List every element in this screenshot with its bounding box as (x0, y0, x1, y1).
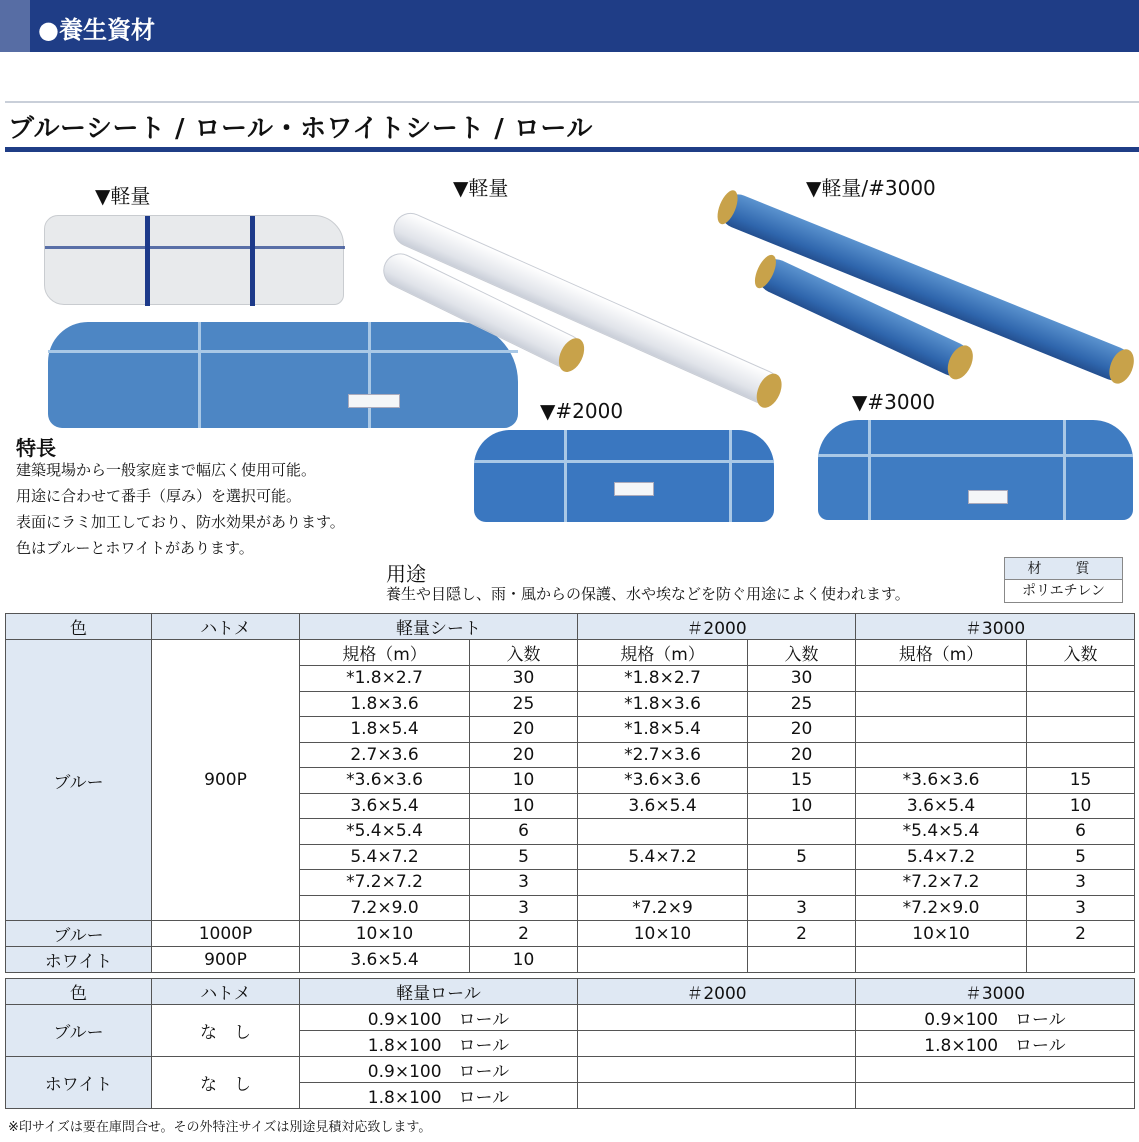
cell (1027, 666, 1135, 692)
cell: 1.8×100 ロール (300, 1083, 578, 1109)
table-row (6, 1057, 1135, 1083)
page-title: ブルーシート / ロール・ホワイトシート / ロール (8, 114, 593, 144)
cell (578, 947, 748, 973)
cell: 6 (1027, 819, 1135, 845)
cell (578, 870, 748, 896)
cell: 25 (748, 691, 856, 717)
cell: *5.4×5.4 (300, 819, 470, 845)
cell: 1.8×100 ロール (300, 1031, 578, 1057)
cell (856, 1057, 1135, 1083)
caption-blue-2000: ▼#2000 (540, 399, 624, 423)
cell (856, 666, 1027, 692)
cell: 5.4×7.2 (300, 844, 470, 870)
subheader-size: 規格（m） (578, 640, 748, 666)
feature-line: 表面にラミ加工しており、防水効果があります。 (16, 513, 345, 531)
cell: 2 (1027, 921, 1135, 947)
cell (748, 870, 856, 896)
cell: 0.9×100 ロール (300, 1005, 578, 1031)
cell: *1.8×2.7 (578, 666, 748, 692)
cell (578, 1057, 856, 1083)
cell: 1.8×3.6 (300, 691, 470, 717)
material-value: ポリエチレン (1021, 583, 1106, 599)
cell: 10 (748, 793, 856, 819)
feature-line: 用途に合わせて番手（厚み）を選択可能。 (16, 487, 302, 505)
cell-grommet-900p: 900P (152, 640, 300, 921)
footnote: ※印サイズは要在庫問合せ。その外特注サイズは別途見積対応致します。 (8, 1120, 432, 1135)
cell (748, 947, 856, 973)
cell-color: ホワイト (6, 1057, 152, 1109)
cell: 5.4×7.2 (578, 844, 748, 870)
cell (578, 1031, 856, 1057)
cell (856, 947, 1027, 973)
usage-title: 用途 (386, 562, 426, 586)
table-row (6, 947, 1135, 973)
cell: 1.8×5.4 (300, 717, 470, 743)
col-header-2000: ＃2000 (578, 979, 856, 1005)
cell: *3.6×3.6 (578, 768, 748, 794)
subheader-qty: 入数 (748, 640, 856, 666)
cell: *1.8×3.6 (578, 691, 748, 717)
cell: 3.6×5.4 (578, 793, 748, 819)
roll-spec-table (5, 978, 1135, 1109)
section-banner (0, 0, 1139, 52)
cell (578, 819, 748, 845)
white-sheet-bundle-image (44, 215, 344, 305)
usage-text: 養生や目隠し、雨・風からの保護、水や埃などを防ぐ用途によく使われます。 (386, 585, 910, 603)
cell: 1.8×100 ロール (856, 1031, 1135, 1057)
table-row (6, 1005, 1135, 1031)
cell: 10 (470, 793, 578, 819)
cell: *1.8×5.4 (578, 717, 748, 743)
cell: 3.6×5.4 (856, 793, 1027, 819)
banner-title: ●養生資材 (38, 16, 155, 44)
col-header-light: 軽量シート (300, 614, 578, 640)
subheader-size: 規格（m） (300, 640, 470, 666)
cell: *5.4×5.4 (856, 819, 1027, 845)
cell: 5.4×7.2 (856, 844, 1027, 870)
cell-color-blue: ブルー (6, 640, 152, 921)
material-box (1004, 557, 1123, 603)
cell: 10×10 (856, 921, 1027, 947)
col-header-light-roll: 軽量ロール (300, 979, 578, 1005)
cell: 30 (748, 666, 856, 692)
material-label: 材 質 (1005, 558, 1122, 580)
cell: 25 (470, 691, 578, 717)
cell: 5 (470, 844, 578, 870)
cell: 3 (470, 895, 578, 921)
cell: 2.7×3.6 (300, 742, 470, 768)
cell (1027, 742, 1135, 768)
caption-blue-roll: ▼軽量/#3000 (806, 176, 936, 200)
cell (578, 1083, 856, 1109)
cell: *2.7×3.6 (578, 742, 748, 768)
cell (856, 1083, 1135, 1109)
cell: 3 (470, 870, 578, 896)
col-header-3000: ＃3000 (856, 979, 1135, 1005)
cell: 3.6×5.4 (300, 947, 470, 973)
feature-line: 建築現場から一般家庭まで幅広く使用可能。 (16, 461, 317, 479)
cell: *7.2×7.2 (856, 870, 1027, 896)
table-subheader-row (6, 640, 1135, 666)
cell: 5 (1027, 844, 1135, 870)
table-row (6, 921, 1135, 947)
cell: 1000P (152, 921, 300, 947)
col-header-3000: ＃3000 (856, 614, 1135, 640)
cell (1027, 947, 1135, 973)
cell: 3 (748, 895, 856, 921)
cell: 3 (1027, 870, 1135, 896)
cell: 10 (1027, 793, 1135, 819)
divider-top (5, 101, 1139, 103)
table-header-row (6, 614, 1135, 640)
cell: 10 (470, 947, 578, 973)
blue-sheet-bundle-image (48, 322, 518, 428)
col-header-2000: ＃2000 (578, 614, 856, 640)
cell: 20 (748, 717, 856, 743)
cell (856, 691, 1027, 717)
cell (1027, 691, 1135, 717)
cell: 10×10 (300, 921, 470, 947)
subheader-qty: 入数 (470, 640, 578, 666)
caption-white-bundle: ▼軽量 (95, 184, 151, 208)
cell: 2 (470, 921, 578, 947)
feature-line: 色はブルーとホワイトがあります。 (16, 539, 254, 557)
cell: *3.6×3.6 (300, 768, 470, 794)
caption-white-roll: ▼軽量 (453, 176, 509, 200)
cell (856, 717, 1027, 743)
features-title: 特長 (16, 436, 56, 460)
col-header-grommet: ハトメ (152, 979, 300, 1005)
col-header-grommet: ハトメ (152, 614, 300, 640)
subheader-qty: 入数 (1027, 640, 1135, 666)
cell-color: ブルー (6, 921, 152, 947)
cell: *1.8×2.7 (300, 666, 470, 692)
blue-sheet-2000-image (474, 430, 774, 522)
cell: 15 (1027, 768, 1135, 794)
cell: 7.2×9.0 (300, 895, 470, 921)
cell: 10×10 (578, 921, 748, 947)
blue-sheet-3000-image (818, 420, 1133, 520)
cell: 30 (470, 666, 578, 692)
cell (748, 819, 856, 845)
cell: 0.9×100 ロール (300, 1057, 578, 1083)
cell: 3 (1027, 895, 1135, 921)
divider-title (5, 147, 1139, 152)
cell: 20 (470, 742, 578, 768)
cell: *7.2×7.2 (300, 870, 470, 896)
cell: 900P (152, 947, 300, 973)
cell: 6 (470, 819, 578, 845)
col-header-color: 色 (6, 979, 152, 1005)
cell: 0.9×100 ロール (856, 1005, 1135, 1031)
cell: 20 (748, 742, 856, 768)
cell: 15 (748, 768, 856, 794)
cell: *7.2×9 (578, 895, 748, 921)
subheader-size: 規格（m） (856, 640, 1027, 666)
table-header-row (6, 979, 1135, 1005)
cell: 20 (470, 717, 578, 743)
cell: 2 (748, 921, 856, 947)
cell (856, 742, 1027, 768)
cell: 5 (748, 844, 856, 870)
col-header-color: 色 (6, 614, 152, 640)
cell (578, 1005, 856, 1031)
cell-grommet: な し (152, 1005, 300, 1057)
cell-color: ブルー (6, 1005, 152, 1057)
sheet-spec-table (5, 613, 1135, 973)
cell (1027, 717, 1135, 743)
cell: 3.6×5.4 (300, 793, 470, 819)
cell-grommet: な し (152, 1057, 300, 1109)
banner-tab (0, 0, 30, 52)
cell: *3.6×3.6 (856, 768, 1027, 794)
cell-color: ホワイト (6, 947, 152, 973)
caption-blue-3000: ▼#3000 (852, 390, 936, 414)
cell: 10 (470, 768, 578, 794)
cell: *7.2×9.0 (856, 895, 1027, 921)
